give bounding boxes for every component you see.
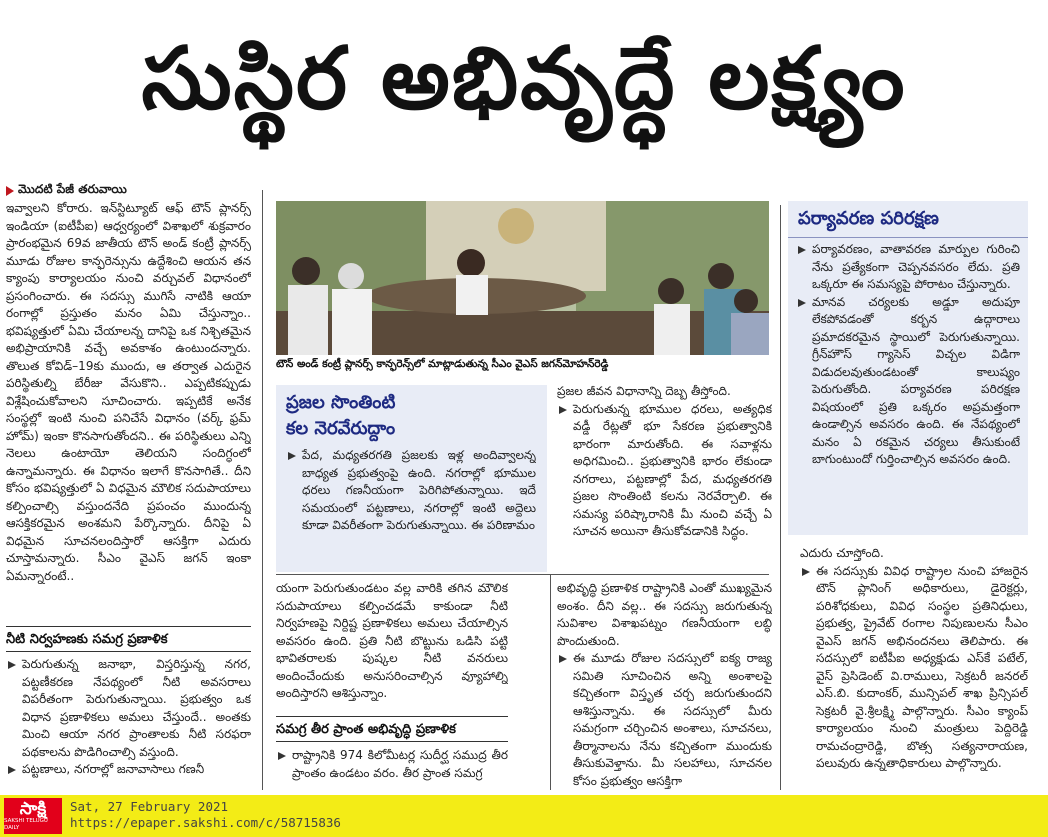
bullet-item: పర్యావరణం, వాతావరణ మార్పుల గురించి నేను ప్రత్యేకంగా చెప్పనవసరం లేదు. ప్రతి ఒక్కరూ ఈ సమస్యపై పోరాటం చేస్తున్నారు. (796, 241, 1020, 294)
emblem-icon (498, 208, 534, 244)
column-1-paragraph: ఇవ్వాలని కోరారు. ఇన్‌స్టిట్యూట్ ఆఫ్ టౌన్ ప్లానర్స్ ఇండియా (ఐటీపీఐ) ఆధ్వర్యంలో విశాఖలో శుక్రవారం ప్రారంభమైన 69వ జాతీయ టౌన్ అండ్ కంట్రీ ప్లానర్స్ మూడు రోజుల కాన్ఫరెన్సును ఉద్దేశించి ఆయన తన క్యాంపు కార్యాలయం నుంచి వర్చువల్ విధానంలో ప్రసంగించారు. ఈ సదస్సు ముగిసే నాటికి ఆయా రంగాల్లో ప్రస్తుతం మనం ఏమి చేస్తున్నాం.. భవిష్యత్తులో ఏమి చేయాలన్న దానిపై ఒక నిశ్చితమైన అభిప్రాయానికి వచ్చే అవకాశం ఉంటుందన్నారు. తొలుత కోవిడ్–19కు ముందు, ఆ తర్వాత ఎదురైన పరిస్థితుల్ని బేరీజు వేసుకొని.. ఎప్పటికప్పుడు విశ్లేషించుకోవాలని సూచించారు. ఇప్పటికే అనేక సంస్థల్లో ఇంటి నుంచి పనిచేసే విధానం (వర్క్ ఫ్రమ్ హోమ్) ఇంకా కొనసాగుతోందని.. ఈ పరిస్థితులు ఎన్ని నెలలు ఉంటాయో తెలియని సందిగ్ధంలో ఉన్నామన్నారు. ఈ విధానం ఇలాగే కొనసాగితే.. దీని కోసం భవిష్యత్తులో ఏ విధమైన మౌలిక సదుపాయాలు కల్పించాల్సి వస్తుందనేది ప్రపంచం ముందున్న ఆసక్తికరమైన అంశమని పేర్కొన్నారు. దీనిపై ఏ విధమైన సూచనలందిస్తారో ఆసక్తిగా ఎదురు చూస్తామన్నారు. సీఎం వైఎస్ జగన్ ఇంకా ఏమన్నారంటే.. (6, 201, 251, 583)
bullet-item: మానవ చర్యలకు అడ్డూ అదుపూ లేకపోవడంతో కర్బన ఉద్గారాలు ప్రమాదకరమైన స్థాయిలో పెరుగుతున్నాయి. గ్రీన్‌హౌస్ గ్యాసెస్ విచ్చల విడిగా విడుదలవుతుండటంతో కాలుష్యం పెరుగుతోంది. పర్యావరణ పరిరక్షణ విషయంలో ప్రతి ఒక్కరం అప్రమత్తంగా ఉండాల్సిన అవసరం ఉంది. ఈ నేపథ్యంలో మనం ఏ రకమైన చర్యలు తీసుకుంటే బాగుంటుందో గుర్తించాల్సిన అవసరం ఉంది. (796, 294, 1020, 469)
bullet-item: ఈ సదస్సుకు వివిధ రాష్ట్రాల నుంచి హాజరైన టౌన్ ప్లానింగ్ అధికారులు, డైరెక్టర్లు, పరిశోధకులు, వివిధ సంస్థల ప్రతినిధులు, ప్రభుత్వ, ప్రైవేట్ రంగాల నిపుణులను సీఎం వైఎస్ జగన్ అభినందనలు తెలిపారు. ఈ సదస్సులో ఐటీపీఐ అధ్యక్షుడు ఎస్‌కే పటేల్, వైస్ ప్రెసిడెంట్ వి.రాములు, సెక్రటరీ జనరల్ ఎస్.బి. కుదాంకర్, మున్సిపల్ శాఖ ప్రిన్సిపల్ సెక్రటరీ వై.శ్రీలక్ష్మి పాల్గొన్నారు. సీఎం క్యాంప్ కార్యాలయం నుంచి మంత్రులు పెద్దిరెడ్డి రామచంద్రారెడ్డి, బొత్స సత్యనారాయణ, పలువురు ఉన్నతాధికారులు పాల్గొన్నారు. (800, 563, 1028, 773)
column-3-body-bottom (557, 580, 772, 793)
headline: సుస్థిర అభివృద్ధే లక్ష్యం (141, 28, 907, 129)
section-divider (276, 574, 769, 575)
bullet-item: ఈ మూడు రోజుల సదస్సులో ఐక్య రాజ్య సమితి సూచించిన అన్ని అంశాలపై కచ్చితంగా విస్తృత చర్చ జరుగుతుందని ఆశిస్తున్నాను. ఈ సదస్సులో మీరు సమగ్రంగా చర్చించిన అంశాలు, సూచనలు, తీర్మానాలను నేను కచ్చితంగా ముందుకు తీసుకువెళ్తాను. మీ సలహాలు, సూచనల కోసం ప్రభుత్వం ఆసక్తిగా (557, 650, 772, 790)
box-title: పర్యావరణ పరిరక్షణ (798, 208, 939, 229)
box-title-line-2: కల నెరవేరుద్దాం (286, 418, 396, 439)
photo-caption: టౌన్ అండ్ కంట్రీ ప్లానర్స్ కాన్ఫరెన్స్‌లో మాట్లాడుతున్న సీఎం వైఎస్ జగన్‌మోహన్‌రెడ్డి (276, 358, 609, 370)
continued-label (6, 182, 127, 199)
footer-date: Sat, 27 February 2021 (70, 799, 229, 814)
column-4-body (800, 545, 1028, 793)
footer-url[interactable]: https://epaper.sakshi.com/c/58715836 (70, 815, 341, 830)
column-3-body-top (557, 383, 772, 561)
bullet-item: పెరుగుతున్న భూముల ధరలు, అత్యధిక వడ్డీ రేట్లతో భూ సేకరణ ప్రభుత్వానికి భారంగా మారుతోంది. ఈ సవాళ్లను అధిగమించి.. ప్రభుత్వానికి భారం లేకుండా నగరాలు, పట్టణాల్లో పేద, మధ్యతరగతి ప్రజల సొంతింటి కలను నెరవేర్చాలి. ఈ సమస్య పరిష్కారానికి మీ నుంచి వచ్చే ఏ సూచన అయినా తీసుకోవడానికి సిద్ధం. (557, 401, 772, 541)
column-2-bullets (276, 747, 508, 793)
column-divider (780, 205, 781, 790)
column-1-body (6, 200, 251, 618)
bullet-item: పెరుగుతున్న జనాభా, విస్తరిస్తున్న నగర, పట్టణీకరణ నేపథ్యంలో నీటి అవసరాలు విపరీతంగా పెరుగుతున్నాయి. ప్రభుత్వం ఒక విధాన ప్రణాళికలు అమలు చేస్తుందే.. అంతకు మించి ఆయా నగర ప్రాంతాలకు నీటి సరఫరా పథకాలను పొడిగించాల్సి వస్తుంది. (6, 656, 251, 761)
photo-illustration (276, 201, 769, 355)
sidebar-box-environment (788, 201, 1028, 535)
column-3-paragraph: ప్రజల జీవన విధానాన్ని దెబ్బ తీస్తోంది. (557, 384, 731, 398)
sidebar-box-housing (276, 385, 547, 572)
column-1-bullets (6, 656, 251, 792)
logo-text: సాక్షి (19, 799, 47, 819)
bullet-item: రాష్ట్రానికి 974 కిలోమీటర్ల సుదీర్ఘ సముద్ర తీర ప్రాంతం ఉండటం వరం. తీర ప్రాంత సమగ్ర (276, 747, 508, 782)
column-1-subheading: నీటి నిర్వహణకు సమగ్ర ప్రణాళిక (6, 626, 251, 652)
box-title-line-1: ప్రజల సొంతింటి (286, 392, 396, 413)
column-divider (550, 575, 551, 790)
column-4-paragraph: ఎదురు చూస్తోంది. (800, 546, 884, 560)
bullet-item: పట్టణాలు, నగరాల్లో జనావాసాలు గణనీ (6, 761, 251, 779)
column-3-paragraph-2: అభివృద్ధి ప్రణాళిక రాష్ట్రానికి ఎంతో ముఖ్యమైన అంశం. దీని వల్ల.. ఈ సదస్సు జరుగుతున్న సువిశాల విశాఖపట్నం గణనీయంగా లబ్ధి పొందుతుంది. (557, 581, 772, 648)
continued-label-text: మొదటి పేజీ తరువాయి (18, 182, 127, 196)
column-2-paragraph: యంగా పెరుగుతుండటం వల్ల వారికి తగిన మౌలిక సదుపాయాలు కల్పించడమే కాకుండా నీటి నిర్వహణపై నిర్దిష్ట ప్రణాళికలు అమలు చేయాల్సిన అవసరం ఉంది. ప్రతి నీటి బొట్టును ఒడిసి పట్టి భావితరాలకు పుష్కల నీటి వనరులు అందించేందుకు అనుసరించాల్సిన వ్యూహాల్ని అందిస్తారని ఆశిస్తున్నాం. (276, 581, 508, 700)
box-body (796, 241, 1020, 531)
news-photo (276, 201, 769, 355)
box-title-divider (788, 237, 1028, 238)
logo-subtext: SAKSHI TELUGU DAILY (4, 818, 48, 831)
bullet-item: పేద, మధ్యతరగతి ప్రజలకు ఇళ్ల అందివ్వాలన్న బాధ్యత ప్రభుత్వంపై ఉంది. నగరాల్లో భూముల ధరలు గణనీయంగా పెరిగిపోతున్నాయి. ఇదే సమయంలో పట్టణాలు, నగరాల్లో ఇంటి అద్దెలు కూడా వివరీతంగా పెరుగుతున్నాయి. ఈ పరిణామం (286, 447, 536, 535)
column-2-subheading: సమగ్ర తీర ప్రాంత అభివృద్ధి ప్రణాళిక (276, 716, 508, 742)
box-body (286, 447, 536, 567)
sakshi-logo (4, 798, 62, 834)
play-triangle-icon (6, 186, 14, 196)
column-2-body (276, 580, 508, 714)
column-divider (262, 190, 263, 790)
